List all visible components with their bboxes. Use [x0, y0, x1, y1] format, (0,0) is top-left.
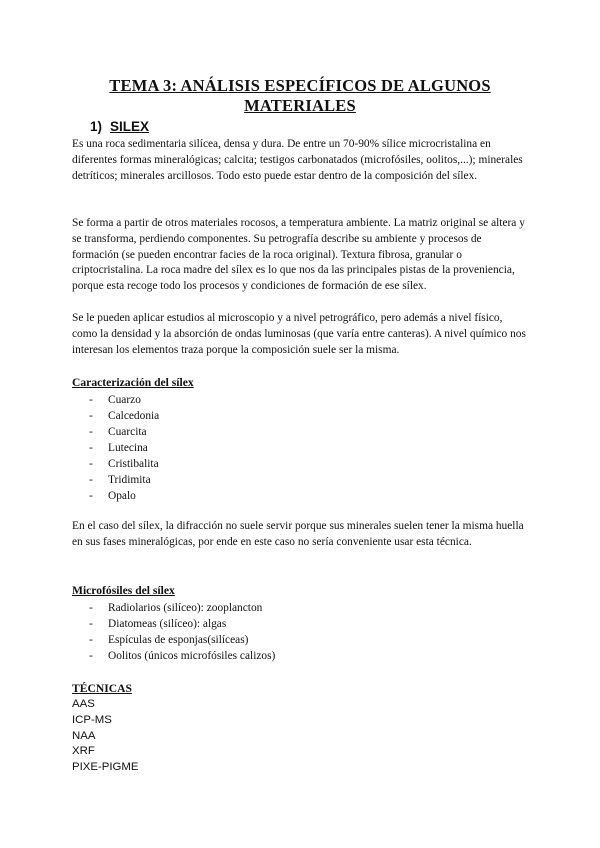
list-item: - Espículas de esponjas(silíceas): [89, 634, 249, 646]
page-title: [60, 76, 540, 116]
list-item: PIXE-PIGME: [72, 761, 139, 774]
list-item: - Opalo: [89, 490, 136, 502]
paragraph-formation: Se forma a partir de otros materiales rocosos, a temperatura ambiente. La matriz original se altera y se transforma, perdiendo componentes. Su petrografía describe su ambiente y procesos de formación (se pueden encontrar facies de la roca original). Textura fibrosa, granular o criptocristalina. La roca madre del sílex es lo que nos da las principales pistas de la proveniencia, porque esta recoge todo los procesos y condiciones de formación de ese sílex.: [72, 217, 525, 293]
list-item: - Lutecina: [89, 442, 148, 454]
paragraph-composition: Es una roca sedimentaria silícea, densa y dura. De entre un 70-90% sílice microcristalina en diferentes formas mineralógicas; calcita; testigos carbonatados (microfósiles, oolitos,...); minerales detríticos; minerales arcillosos. Todo esto puede estar dentro de la composición del sílex.: [72, 138, 523, 182]
paragraph-diffraction: En el caso del sílex, la difracción no suele servir porque sus minerales suelen tener la misma huella en sus fases mineralógicas, por ende en este caso no sería conveniente usar esta técnica.: [72, 520, 524, 548]
characterization-heading: Caracterización del sílex: [72, 376, 194, 389]
techniques-list: [72, 697, 138, 776]
list-item: - Tridimita: [89, 474, 151, 486]
list-item: - Cuarcita: [89, 426, 147, 438]
techniques-heading: TÉCNICAS: [72, 682, 132, 695]
title-line-2: MATERIALES: [244, 96, 356, 115]
microfossils-list: [89, 600, 275, 664]
section-heading: [90, 119, 149, 134]
list-item: ICP-MS: [72, 713, 112, 726]
microfossils-heading: Microfósiles del sílex: [72, 584, 175, 597]
list-item: AAS: [72, 698, 95, 710]
section-number: 1): [90, 119, 103, 134]
paragraph-studies: Se le pueden aplicar estudios al microscopio y a nivel petrográfico, pero además a nivel físico, como la densidad y la absorción de ondas luminosas (que varía entre canteras). A nivel químico nos interesan los elementos traza porque la composición suele ser la misma.: [72, 312, 526, 356]
list-item: - Radiolarios (silíceo): zooplancton: [89, 602, 263, 614]
list-item: - Calcedonia: [89, 410, 160, 422]
list-item: - Cuarzo: [89, 394, 141, 406]
list-item: XRF: [72, 745, 95, 758]
list-item: NAA: [72, 729, 96, 742]
list-item: - Oolitos (únicos microfósiles calizos): [89, 650, 276, 662]
list-item: - Diatomeas (silíceo): algas: [89, 618, 227, 630]
list-item: - Cristibalita: [89, 458, 159, 470]
characterization-list: [89, 392, 159, 504]
title-line-1: TEMA 3: ANÁLISIS ESPECÍFICOS DE ALGUNOS: [109, 76, 491, 95]
section-name: SILEX: [110, 119, 150, 134]
